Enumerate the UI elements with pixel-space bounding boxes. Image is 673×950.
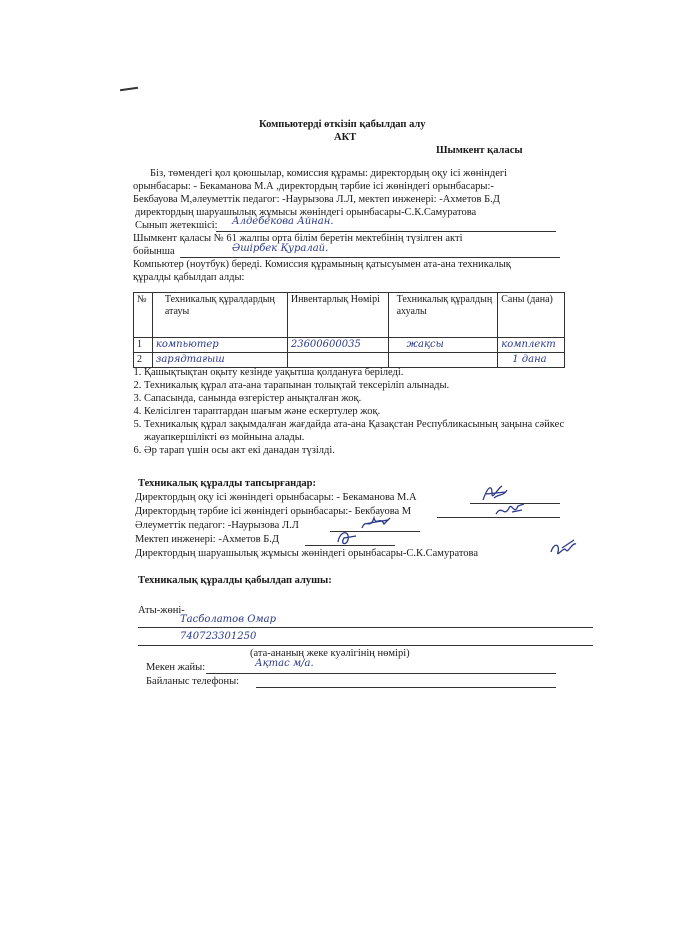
margin-dash-mark: [120, 87, 138, 91]
row-2-name: зарядтағыш: [152, 353, 287, 368]
condition-item: 3. Сапасында, санында өзгерістер анықталған жоқ.: [144, 392, 604, 405]
receiver-phone-line: [256, 687, 556, 688]
class-teacher-label: Сынып жетекшісі:: [135, 220, 218, 231]
handover-heading: Техникалық құралды тапсырғандар:: [138, 478, 317, 489]
intro-line-3: Бекбауова М,әлеуметтік педагог: -Наурызова Л.Л, мектеп инженері: -Ахметов Б.Д: [133, 194, 500, 205]
header-state: Техникалық құралдың ахуалы: [388, 293, 498, 338]
receiver-id-handwritten: 740723301250: [180, 631, 257, 642]
receiver-name-label: Аты-жөні-: [138, 605, 185, 616]
intro-line-1: Біз, төмендегі қол қоюшылар, комиссия құрамы: директордың оқу ісі жөніндегі: [150, 168, 508, 179]
row-2-num: 2: [134, 353, 153, 368]
row-1-state: жақсы: [388, 338, 498, 353]
header-qty: Саны (дана): [498, 293, 565, 338]
conditions-list: [128, 366, 604, 457]
handover-person-5: Директордың шаруашылық жұмысы жөніндегі орынбасары-С.К.Самуратова: [135, 548, 479, 559]
signature-samuratova: [548, 538, 578, 560]
handover-person-4: Мектеп инженері: -Ахметов Б.Д: [135, 534, 280, 545]
header-num: №: [134, 293, 153, 338]
document-title: Компьютерді өткізіп қабылдап алу: [259, 119, 426, 130]
handover-person-3: Әлеуметтік педагог: -Наурызова Л.Л: [135, 520, 299, 531]
by-handwritten: Әшірбек Қуралай.: [232, 243, 329, 254]
condition-item: 2. Техникалық құрал ата-ана тарапынан толықтай тексеріліп алынады.: [144, 379, 604, 392]
signature-nauryzova: [360, 512, 394, 534]
handover-person-2: Директордың тәрбие ісі жөніндегі орынбасары:- Бекбауова М: [135, 506, 412, 517]
city-label: Шымкент қаласы: [436, 145, 523, 156]
receiver-id-caption: (ата-ананың жеке куәлігінің нөмірі): [250, 648, 410, 659]
receiver-address-line: [206, 673, 556, 674]
condition-item: 6. Әр тарап үшін осы акт екі данадан түзілді.: [144, 444, 604, 457]
intro-line-4: директордың шаруашылық жұмысы жөніндегі орынбасары-С.К.Самуратова: [135, 207, 477, 218]
receiver-name-line: [138, 627, 593, 628]
signature-bekbauova: [494, 500, 526, 520]
row-1-num: 1: [134, 338, 153, 353]
by-label: бойынша: [133, 246, 175, 257]
row-2-qty: 1 дана: [498, 353, 565, 368]
equipment-table: [133, 292, 565, 368]
school-line: Шымкент қаласы № 61 жалпы орта білім беретін мектебінің түзілген акті: [133, 233, 463, 244]
signature-akhmetov: [334, 528, 360, 548]
header-name: Техникалық құралдардың атауы: [152, 293, 287, 338]
transfer-line-2: құралды қабылдап алды:: [133, 272, 245, 283]
header-inventory: Инвентарлық Нөмірі: [287, 293, 388, 338]
intro-line-2: орынбасары: - Бекаманова М.А ,директордың тәрбие ісі жөніндегі орынбасары:-: [133, 181, 494, 192]
receiver-heading: Техникалық құралды қабылдап алушы:: [138, 575, 332, 586]
class-teacher-handwritten: Алдебекова Айнан.: [232, 216, 334, 227]
table-header-row: [134, 293, 565, 338]
row-1-name: компьютер: [152, 338, 287, 353]
receiver-id-line: [138, 645, 593, 646]
handover-person-1: Директордың оқу ісі жөніндегі орынбасары: - Бекаманова М.А: [135, 492, 417, 503]
receiver-name-handwritten: Тасболатов Омар: [180, 614, 277, 625]
table-row: [134, 338, 565, 353]
condition-item: 1. Қашықтықтан оқыту кезінде уақытша қолдануға беріледі.: [144, 366, 604, 379]
row-1-inventory: 23600600035: [287, 338, 388, 353]
receiver-address-label: Мекен жайы:: [146, 662, 206, 673]
receiver-address-handwritten: Ақтас м/а.: [255, 658, 314, 669]
document-subtitle: АКТ: [334, 132, 357, 143]
condition-item: 4. Келісілген тараптардан шағым және ескертулер жоқ.: [144, 405, 604, 418]
condition-item: 5. Техникалық құрал зақымдалған жағдайда ата-ана Қазақстан Республикасының заңына сәйкес жауапкершілікті өз мойнына алады.: [144, 418, 604, 444]
row-1-qty: комплект: [498, 338, 565, 353]
transfer-line-1: Компьютер (ноутбук) береді. Комиссия құрамының қатысуымен ата-ана техникалық: [133, 259, 511, 270]
receiver-phone-label: Байланыс телефоны:: [146, 676, 240, 687]
